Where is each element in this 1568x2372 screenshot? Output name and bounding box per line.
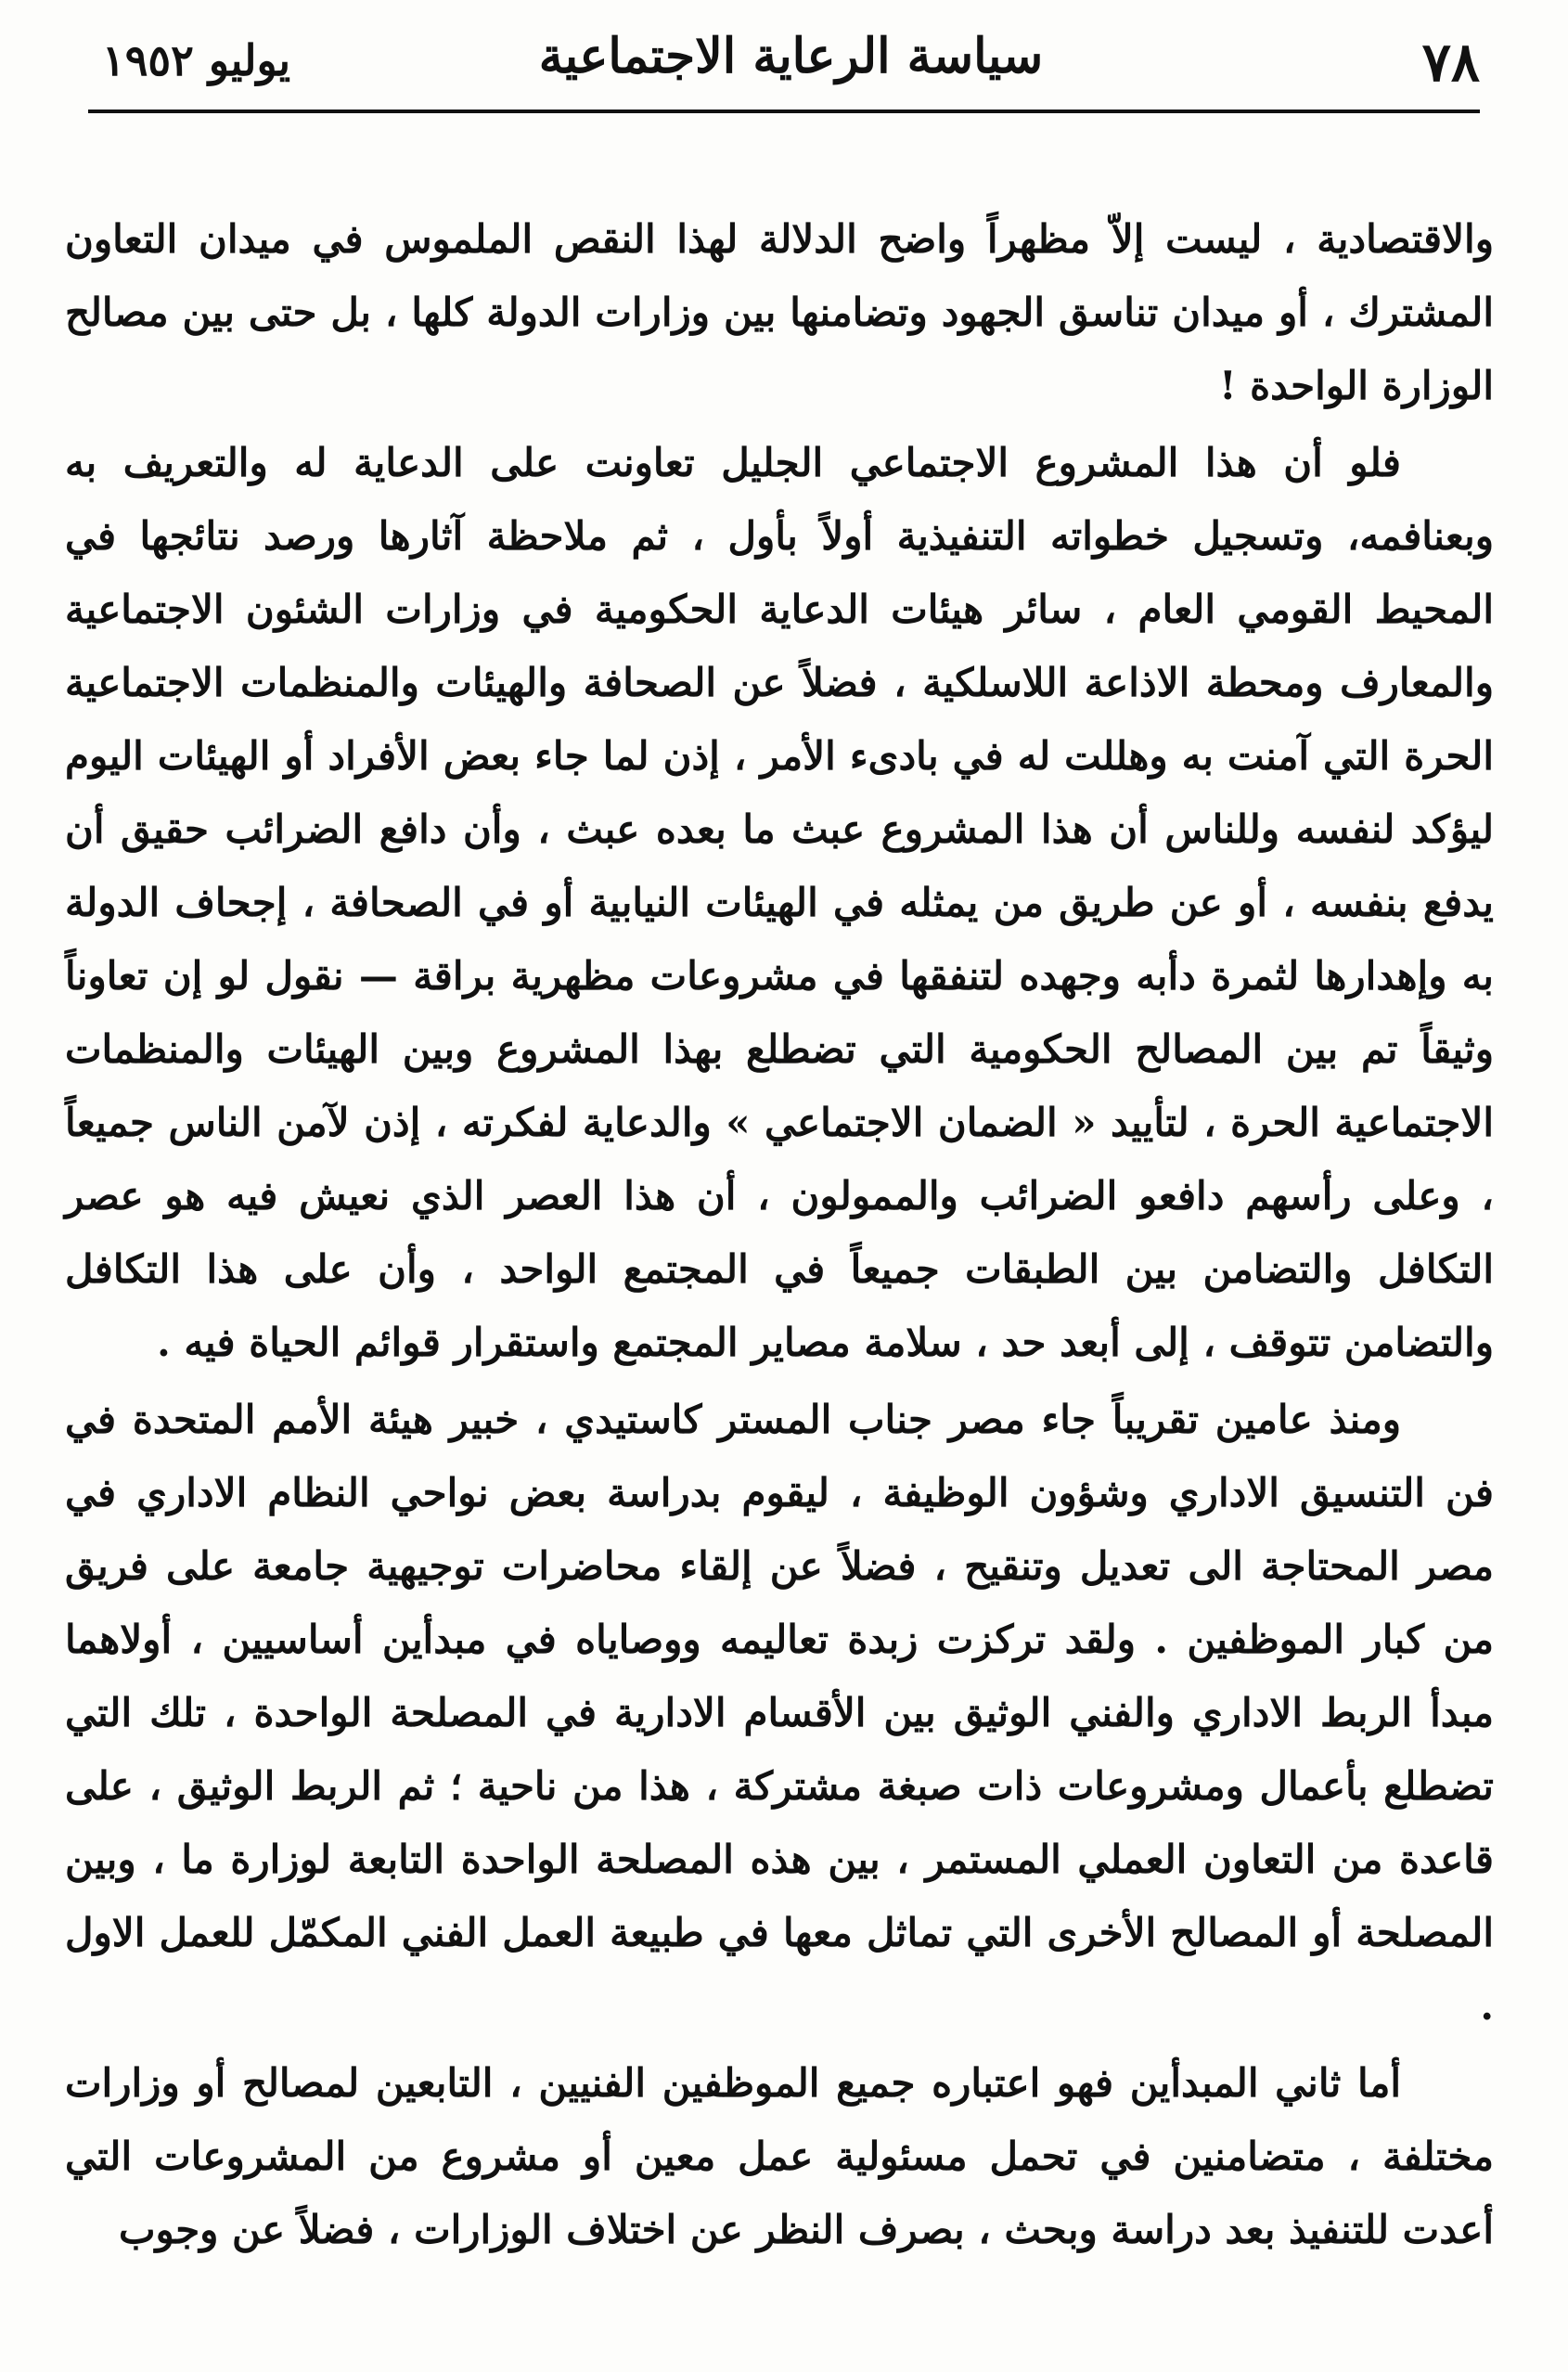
issue-date: يوليو ١٩٥٢ (102, 35, 291, 85)
header-rule (88, 110, 1480, 113)
paragraph-3: ومنذ عامين تقريباً جاء مصر جناب المستر كاستيدي ، خبير هيئة الأمم المتحدة في فن التنسيق الاداري وشؤون الوظيفة ، ليقوم بدراسة بعض نواحي النظام الاداري في مصر المحتاجة الى تعديل وتنقيح ، فضلاً عن إلقاء محاضرات توجيهية جامعة على فريق من كبار الموظفين . ولقد تركزت زبدة تعاليمه ووصاياه في مبدأين أساسيين ، أولاهما مبدأ الربط الاداري والفني الوثيق بين الأقسام الادارية في المصلحة الواحدة ، تلك التي تضطلع بأعمال ومشروعات ذات صبغة مشتركة ، هذا من ناحية ؛ ثم الربط الوثيق ، على قاعدة من التعاون العملي المستمر ، بين هذه المصلحة الواحدة التابعة لوزارة ما ، وبين المصلحة أو المصالح الأخرى التي تماثل معها في طبيعة العمل الفني المكمّل للعمل الاول . (65, 1397, 1494, 2029)
running-title: سياسة الرعاية الاجتماعية (538, 28, 1044, 84)
paragraph-4: أما ثاني المبدأين فهو اعتباره جميع الموظفين الفنيين ، التابعين لمصالح أو وزارات مختلفة ، متضامنين في تحمل مسئولية عمل معين أو مشروع من المشروعات التي أعدت للتنفيذ بعد دراسة وبحث ، بصرف النظر عن اختلاف الوزارات ، فضلاً عن وجوب (65, 2060, 1494, 2252)
paragraph-2: فلو أن هذا المشروع الاجتماعي الجليل تعاونت على الدعاية له والتعريف به وبعنافمه، وتسجيل خطواته التنفيذية أولاً بأول ، ثم ملاحظة آثارها ورصد نتائجها في المحيط القومي العام ، سائر هيئات الدعاية الحكومية في وزارات الشئون الاجتماعية والمعارف ومحطة الاذاعة اللاسلكية ، فضلاً عن الصحافة والهيئات والمنظمات الاجتماعية الحرة التي آمنت به وهللت له في بادىء الأمر ، إذن لما جاء بعض الأفراد أو الهيئات اليوم ليؤكد لنفسه وللناس أن هذا المشروع عبث ما بعده عبث ، وأن دافع الضرائب حقيق أن يدفع بنفسه ، أو عن طريق من يمثله في الهيئات النيابية أو في الصحافة ، إجحاف الدولة به وإهدارها لثمرة دأبه وجهده لتنفقها في مشروعات مظهرية براقة — نقول لو إن تعاوناً وثيقاً تم بين المصالح الحكومية التي تضطلع بهذا المشروع وبين الهيئات والمنظمات الاجتماعية الحرة ، لتأييد « الضمان الاجتماعي » والدعاية لفكرته ، إذن لآمن الناس جميعاً ، وعلى رأسهم دافعو الضرائب والممولون ، أن هذا العصر الذي نعيش فيه هو عصر التكافل والتضامن بين الطبقات جميعاً في المجتمع الواحد ، وأن على هذا التكافل والتضامن تتوقف ، إلى أبعد حد ، سلامة مصاير المجتمع واستقرار قوائم الحياة فيه . (65, 440, 1494, 1365)
paragraph-1: والاقتصادية ، ليست إلاّ مظهراً واضح الدلالة لهذا النقص الملموس في ميدان التعاون المشترك ، أو ميدان تناسق الجهود وتضامنها بين وزارات الدولة كلها ، بل حتى بين مصالح الوزارة الواحدة ! (65, 216, 1494, 408)
page-number: ٧٨ (1421, 31, 1480, 94)
running-header (102, 20, 1480, 104)
article-body (65, 202, 1494, 2266)
